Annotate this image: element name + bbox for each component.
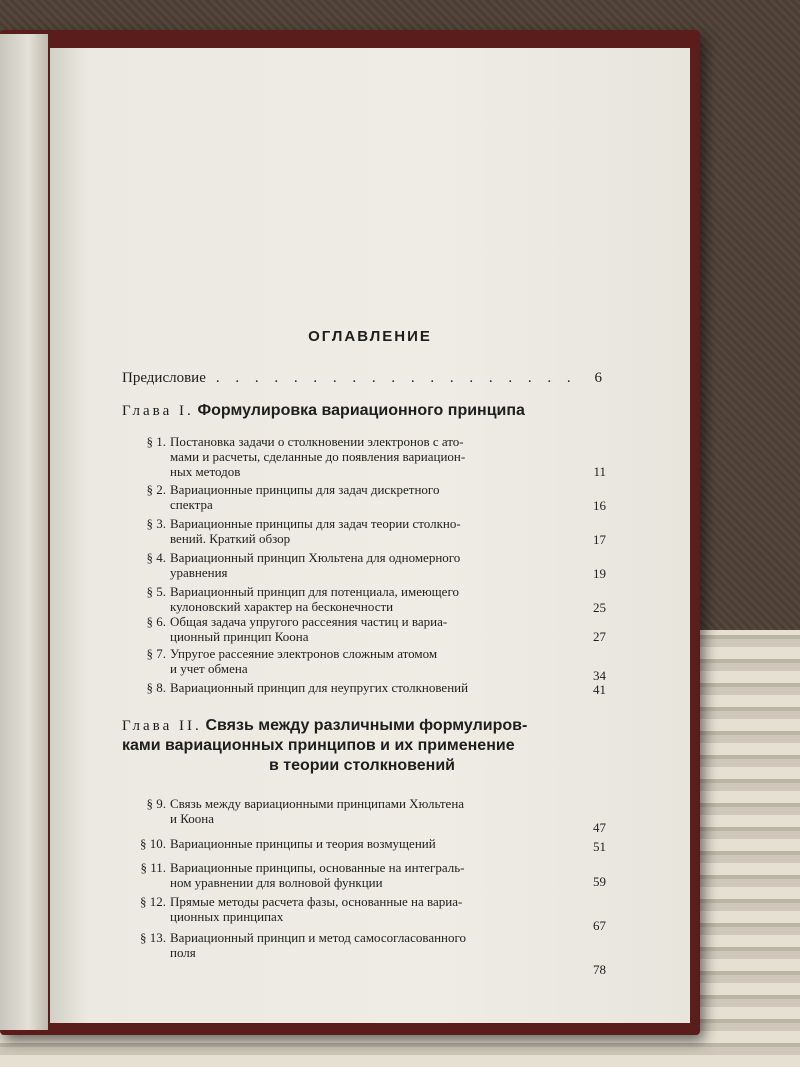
section-page-number: 11 bbox=[593, 464, 606, 479]
section-page-number: 41 bbox=[593, 682, 606, 697]
section-text-line: Прямые методы расчета фазы, основанные на вариа- bbox=[170, 894, 463, 909]
section-page-number: 19 bbox=[593, 566, 606, 581]
section-text-line: Вариационный принцип для неупругих столкновений bbox=[170, 680, 469, 695]
section-page-number: 16 bbox=[593, 498, 606, 513]
section-number: § 4. bbox=[146, 550, 166, 565]
section-text-line: мами и расчеты, сделанные до появления вариацион- bbox=[170, 449, 466, 464]
section-text-line: Вариационный принцип и метод самосогласованного bbox=[170, 930, 467, 945]
section-text-line: ном уравнении для волновой функции bbox=[170, 875, 383, 890]
chapter-1-heading bbox=[122, 402, 602, 420]
section-page-number: 27 bbox=[593, 629, 606, 644]
section-number: § 1. bbox=[146, 434, 166, 449]
section-number: § 13. bbox=[140, 930, 166, 945]
section-text-line: спектра bbox=[170, 497, 213, 512]
section-number: § 2. bbox=[146, 482, 166, 497]
section-number: § 3. bbox=[146, 516, 166, 531]
section-page-number: 51 bbox=[593, 839, 606, 854]
section-text-line: ных методов bbox=[170, 464, 241, 479]
section-page-number: 47 bbox=[593, 820, 606, 835]
book-page bbox=[50, 48, 690, 1023]
section-number: § 12. bbox=[140, 894, 166, 909]
section-text-line: и Коона bbox=[170, 811, 214, 826]
section-text-line: Вариационные принципы для задач дискретного bbox=[170, 482, 440, 497]
section-page-number: 17 bbox=[593, 532, 606, 547]
toc-section bbox=[130, 434, 606, 486]
left-page-edge bbox=[0, 34, 48, 1030]
toc-section bbox=[130, 516, 606, 552]
section-page-number: 78 bbox=[593, 962, 606, 977]
section-text-line: ционных принципах bbox=[170, 909, 284, 924]
toc-section bbox=[130, 550, 606, 586]
section-text-line: Вариационный принцип для потенциала, имеющего bbox=[170, 584, 459, 599]
section-text-line: Общая задача упругого рассеяния частиц и вариа- bbox=[170, 614, 448, 629]
section-text-line: Постановка задачи о столкновении электронов с ато- bbox=[170, 434, 464, 449]
toc-entry-label: Предисловие bbox=[122, 370, 206, 386]
chapter-title-line: ками вариационных принципов и их применение bbox=[122, 737, 515, 754]
toc-section bbox=[130, 894, 606, 934]
toc-section bbox=[130, 680, 606, 700]
section-number: § 10. bbox=[140, 836, 166, 851]
toc-section bbox=[130, 860, 606, 896]
section-page-number: 59 bbox=[593, 874, 606, 889]
toc-section bbox=[130, 646, 606, 682]
section-text-line: поля bbox=[170, 945, 196, 960]
section-text-line: кулоновский характер на бесконечности bbox=[170, 599, 394, 614]
section-number: § 8. bbox=[146, 680, 166, 695]
toc-section bbox=[130, 796, 606, 836]
section-text-line: ционный принцип Коона bbox=[170, 629, 309, 644]
section-text-line: Вариационные принципы, основанные на интеграль- bbox=[170, 860, 465, 875]
leader-dots bbox=[216, 370, 572, 387]
section-page-number: 67 bbox=[593, 918, 606, 933]
chapter-label: Глава I. bbox=[122, 403, 194, 419]
section-number: § 9. bbox=[146, 796, 166, 811]
toc-section bbox=[130, 482, 606, 518]
chapter-title-line: в теории столкновений bbox=[268, 757, 456, 774]
toc-section bbox=[130, 614, 606, 650]
section-text-line: Вариационный принцип Хюльтена для одномерного bbox=[170, 550, 461, 565]
section-text-line: Упругое рассеяние электронов сложным атомом bbox=[170, 646, 438, 661]
section-text-line: уравнения bbox=[170, 565, 228, 580]
toc-section bbox=[130, 930, 606, 980]
section-text-line: вений. Краткий обзор bbox=[170, 531, 291, 546]
section-text-line: Вариационные принципы для задач теории столкно- bbox=[170, 516, 461, 531]
section-text-line: Вариационные принципы и теория возмущений bbox=[170, 836, 436, 851]
section-text-line: и учет обмена bbox=[170, 661, 248, 676]
chapter-2-heading bbox=[122, 716, 602, 776]
toc-entry-preface bbox=[122, 370, 602, 387]
section-page-number: 25 bbox=[593, 600, 606, 615]
chapter-title-line: Связь между различными формулиров- bbox=[205, 717, 528, 734]
toc-page-number: 6 bbox=[594, 370, 602, 386]
section-number: § 6. bbox=[146, 614, 166, 629]
section-number: § 5. bbox=[146, 584, 166, 599]
chapter-label: Глава II. bbox=[122, 718, 202, 734]
section-text-line: Связь между вариационными принципами Хюльтена bbox=[170, 796, 465, 811]
chapter-title: Формулировка вариационного принципа bbox=[197, 402, 525, 419]
section-number: § 11. bbox=[140, 860, 166, 875]
section-number: § 7. bbox=[146, 646, 166, 661]
toc-section bbox=[130, 836, 606, 856]
section-page-number: 34 bbox=[593, 668, 606, 683]
page-title: ОГЛАВЛЕНИЕ bbox=[308, 328, 432, 345]
